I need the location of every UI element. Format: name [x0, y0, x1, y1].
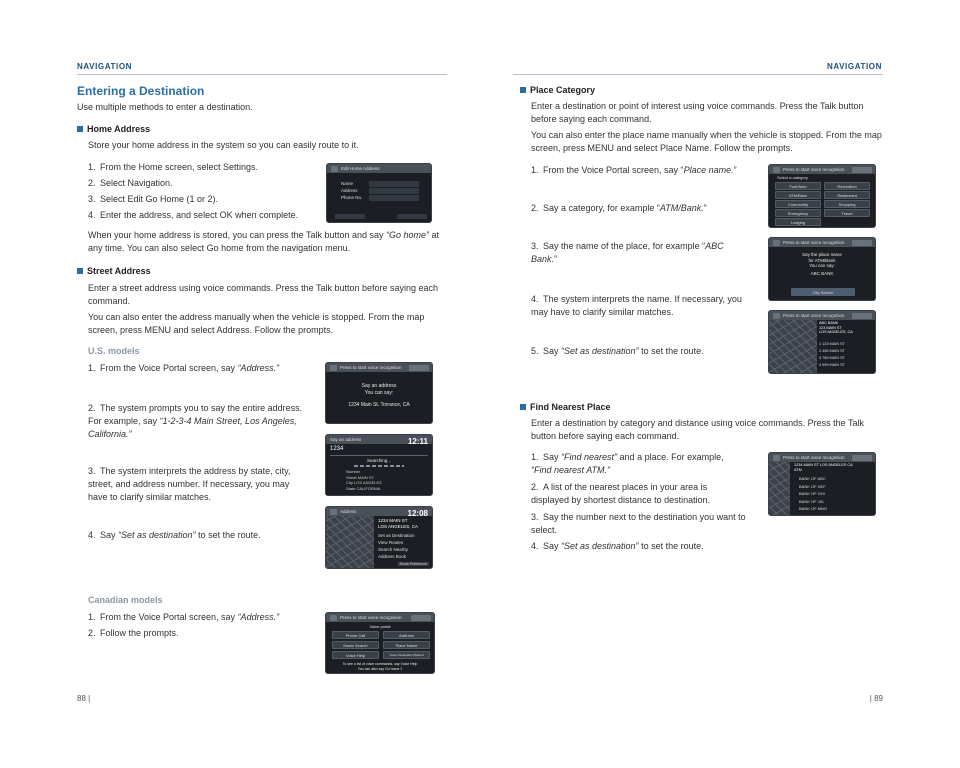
- tile-recreation: Recreation: [824, 182, 870, 190]
- list-item: BANK OF JKL: [799, 498, 825, 504]
- divider: [330, 455, 428, 456]
- back-icon: [331, 166, 338, 172]
- street-address-heading: [77, 266, 151, 276]
- nearest-step-4: 4. Say “Set as destination” to set the route.: [531, 541, 704, 551]
- home-address-note: [88, 229, 440, 255]
- tile-atm-bank: ATM/Bank: [775, 191, 821, 199]
- field-box: [369, 188, 419, 194]
- back-icon: [330, 365, 337, 371]
- list-item: BANK OF ABC: [799, 476, 826, 481]
- nearest-step-4-text: Say: [543, 541, 562, 551]
- place-category-text-1: Enter a destination or point of interest using voice commands. Press the Talk button before saying each command.: [531, 101, 864, 124]
- place-category-heading-label: Place Category: [530, 85, 596, 95]
- back-icon: [773, 240, 780, 246]
- us-step-3-text: The system interprets the address by state, city, street, and address number. If necessary, you may have to clarify similar matches.: [88, 466, 291, 502]
- page-number: | 89: [869, 694, 883, 703]
- matches-screen: [768, 310, 876, 374]
- screen-bar: [769, 311, 875, 320]
- nearest-header: [794, 463, 853, 472]
- list-item: 1 123 MAIN ST: [819, 342, 845, 346]
- note-text: When your home address is stored, you can press the Talk button and say: [88, 230, 386, 240]
- nearest-step-2: 2. A list of the nearest places in your area is displayed by shortest distance to destination.: [531, 482, 711, 505]
- screen-bar-title: Press to start voice recognition: [783, 167, 845, 172]
- screen-bar-button: [411, 615, 431, 621]
- screen-bar: [326, 363, 432, 372]
- search-status: Searching...: [366, 458, 391, 463]
- us-step-1-text: From the Voice Portal screen, say: [100, 363, 238, 373]
- prompt-example: 1234 Main St. Torrance, CA: [348, 402, 410, 408]
- result-options: [378, 532, 415, 560]
- us-step-2-text: The system prompts you to say the entire address. For example, say: [88, 403, 303, 426]
- field-label: City: [346, 480, 353, 485]
- prompt-line: Say an address: [361, 383, 397, 389]
- match-header: [819, 321, 853, 335]
- clock: 12:08: [407, 509, 428, 518]
- place-step-4: 4. The system interprets the name. If necessary, you may have to clarify similar matches.: [531, 294, 742, 317]
- city-search-button: City Search: [791, 288, 855, 296]
- place-step-1-quote: Place name.: [683, 165, 734, 175]
- nearest-step-1-text: Say: [543, 452, 562, 462]
- intro-text: Use multiple methods to enter a destination.: [77, 102, 253, 112]
- list-item: 2 456 MAIN ST: [819, 349, 845, 353]
- screen-bar-title: Press to start voice recognition: [783, 455, 845, 460]
- back-icon: [773, 455, 780, 461]
- place-step-5-quote: “Set as destination”: [561, 346, 639, 356]
- header-line: LOS ANGELES, CA: [819, 330, 853, 335]
- place-step-1: 1. From the Voice Portal screen, say “Place name.”: [531, 165, 737, 175]
- footer-line: You can also say Go home 2: [357, 666, 403, 671]
- field-value: CALIFORNIA: [356, 485, 381, 491]
- place-step-5: 5. Say “Set as destination” to set the route.: [531, 346, 704, 356]
- us-models-label: U.S. models: [88, 346, 140, 356]
- place-step-5-end: to set the route.: [638, 346, 704, 356]
- home-step-4-text: Enter the address, and select OK when complete.: [100, 210, 299, 220]
- place-prompt: [769, 252, 875, 276]
- tile-music-search: Music Search: [332, 641, 379, 649]
- screen-prompt: [326, 383, 432, 409]
- tile-restaurant: Restaurant: [824, 191, 870, 199]
- us-step-4-end: to set the route.: [195, 530, 261, 540]
- home-step-4: 4. Enter the address, and select OK when complete.: [88, 210, 299, 220]
- nearest-step-4-quote: “Set as destination”: [561, 541, 639, 551]
- ca-step-2: 2. Follow the prompts.: [88, 628, 179, 638]
- home-step-3: 3. Select Edit Go Home (1 or 2).: [88, 194, 219, 204]
- nearest-step-1-mid: and a place. For example,: [617, 452, 724, 462]
- place-step-2-quote: ATM/Bank.: [659, 203, 704, 213]
- address-line: LOS ANGELES, CA: [378, 523, 419, 529]
- option-search-nearby: Search Nearby: [378, 547, 409, 552]
- place-step-5-text: Say: [543, 346, 562, 356]
- screen-bar-title: Say an address: [330, 437, 362, 442]
- result-address: [378, 518, 418, 529]
- prompt-example: ABC BANK: [810, 270, 834, 276]
- home-step-3-text: Select Edit Go Home (1 or 2).: [100, 194, 219, 204]
- prompt-line: Say the place name: [802, 252, 842, 257]
- us-step-1: 1. From the Voice Portal screen, say “Address.”: [88, 363, 280, 373]
- note-quote: “Go home”: [386, 230, 430, 240]
- route-preference: Route Preference: [399, 562, 427, 566]
- us-step-4-quote: “Set as destination”: [118, 530, 196, 540]
- screen-bar-title: Press to start voice recognition: [783, 240, 845, 245]
- screen-bar: [326, 613, 434, 622]
- field-phone: Phone No.: [341, 195, 363, 200]
- street-address-heading-label: Street Address: [87, 266, 151, 276]
- prompt-line: You can say:: [364, 390, 394, 396]
- home-step-1-text: From the Home screen, select Settings.: [100, 162, 259, 172]
- find-nearest-heading-label: Find Nearest Place: [530, 402, 611, 412]
- us-step-4-text: Say: [100, 530, 119, 540]
- portal-footer: [326, 662, 434, 671]
- header-rule: [513, 74, 883, 75]
- header-line: ABC BANK: [819, 321, 839, 325]
- nearest-step-4-end: to set the route.: [638, 541, 704, 551]
- map-thumbnail: [326, 516, 374, 568]
- field-box: [369, 181, 419, 187]
- portal-title: Voice portal: [369, 624, 391, 629]
- screen-bar-title: Press to start voice recognition: [340, 615, 402, 620]
- place-step-2-end: ”: [703, 203, 707, 213]
- place-step-1-text: From the Voice Portal screen, say “: [543, 165, 684, 175]
- us-step-2-quote: “1-2-3-4 Main Street, Los Angeles, California.”: [88, 416, 297, 439]
- tile-phone-call: Phone Call: [332, 631, 379, 639]
- place-step-2: 2. Say a category, for example “ATM/Bank.”: [531, 203, 707, 213]
- ca-step-1: 1. From the Voice Portal screen, say “Address.”: [88, 612, 280, 622]
- canadian-models-label: Canadian models: [88, 595, 163, 605]
- back-icon: [330, 509, 337, 515]
- nearest-step-1: 1. Say “Find nearest” and a place. For example, “Find nearest ATM.”: [531, 452, 724, 475]
- option-set-destination: Set as Destination: [378, 533, 415, 538]
- entered-number: 1234: [330, 446, 344, 452]
- square-bullet-icon: [520, 404, 526, 410]
- place-category-heading: [520, 85, 595, 95]
- map-thumbnail: [769, 320, 817, 373]
- category-screen: [768, 164, 876, 228]
- home-step-2: 2. Select Navigation.: [88, 178, 173, 188]
- voice-portal-screen: [325, 612, 435, 674]
- tile-address: Address: [383, 631, 430, 639]
- find-nearest-heading: [520, 402, 611, 412]
- screen-bar-title: Address: [340, 509, 357, 514]
- footer-line: To see a list of voice commands, say Voice Help: [342, 662, 418, 666]
- screen-bar-button: [852, 313, 872, 319]
- say-address-screen: [325, 362, 433, 424]
- place-step-3-text: Say the name of the place, for example “: [543, 241, 706, 251]
- header-line: 1234 MAIN ST LOS ANGELES CA: [794, 463, 853, 467]
- list-item: BANK OF GHI: [799, 491, 825, 496]
- field-address: Address: [341, 188, 358, 193]
- category-title: Select a category: [777, 175, 808, 180]
- option-view-routes: View Routes: [378, 540, 404, 545]
- field-label: State: [346, 485, 356, 491]
- list-item: BANK OF MNO: [799, 506, 828, 511]
- tile-shopping: Shopping: [824, 200, 870, 208]
- prompt-line: for ATM/Bank: [808, 257, 836, 263]
- back-icon: [773, 167, 780, 173]
- map-thumbnail: [769, 462, 790, 515]
- field-state: [346, 486, 382, 492]
- nearest-screen: [768, 452, 876, 516]
- back-icon: [773, 313, 780, 319]
- searching-screen: [325, 434, 433, 496]
- note-text-end: at any time. You can also select Go home from the navigation menu.: [88, 230, 440, 253]
- us-step-3: 3. The system interprets the address by state, city, street, and address number. If necessary, you may have to clarify similar matches.: [88, 466, 291, 502]
- us-step-4: 4. Say “Set as destination” to set the route.: [88, 530, 261, 540]
- list-item: 3 789 MAIN ST: [819, 356, 845, 360]
- square-bullet-icon: [77, 126, 83, 132]
- place-name-screen: [768, 237, 876, 301]
- header-rule: [77, 74, 447, 75]
- address-result-screen: [325, 506, 433, 569]
- field-label: Number: [346, 469, 361, 474]
- screen-bar-title: Edit Home Address: [341, 166, 380, 171]
- home-step-1: 1. From the Home screen, select Settings.: [88, 162, 259, 172]
- tile-place-name: Place Name: [383, 641, 430, 649]
- tile-fuel-auto: Fuel/Auto: [775, 182, 821, 190]
- home-address-text: Store your home address in the system so you can easily route to it.: [88, 140, 359, 150]
- nearest-step-3-text: Say the number next to the destination you want to select.: [531, 512, 746, 535]
- nearest-step-2-text: A list of the nearest places in your area is displayed by shortest distance to destination.: [531, 482, 711, 505]
- header-line: ATM: [794, 467, 802, 472]
- nearest-step-1-quote: “Find nearest”: [561, 452, 618, 462]
- field-labels: [341, 180, 362, 201]
- screen-bar-title: Press to start voice recognition: [783, 313, 845, 318]
- home-address-heading-label: Home Address: [87, 124, 151, 134]
- right-page: [480, 0, 960, 768]
- nearest-step-3: 3. Say the number next to the destination you want to select.: [531, 512, 746, 535]
- place-step-3: 3. Say the name of the place, for example “ABC Bank.”: [531, 241, 724, 264]
- nearest-list: [799, 475, 827, 513]
- place-category-text-2: You can also enter the place name manually when the vehicle is stopped. From the map screen, press MENU and select Place Name. Follow the prompts.: [531, 130, 882, 153]
- field-box: [369, 195, 419, 201]
- home-step-2-text: Select Navigation.: [100, 178, 173, 188]
- us-step-2: 2. The system prompts you to say the entire address. For example, say “1-2-3-4 Main Street, Los Angeles, California.”: [88, 403, 303, 439]
- section-title: Entering a Destination: [77, 84, 205, 98]
- home-address-heading: [77, 124, 150, 134]
- place-step-1-end: ”: [733, 165, 737, 175]
- place-step-3-quote: ABC Bank.: [531, 241, 724, 264]
- address-line: 1234 MAIN ST: [378, 518, 408, 523]
- street-address-text-1: Enter a street address using voice commands. Press the Talk button before saying each command.: [88, 283, 439, 306]
- screen-button: [335, 214, 365, 219]
- ca-step-1-quote: “Address.”: [237, 612, 280, 622]
- us-step-1-quote: “Address.”: [237, 363, 280, 373]
- screen-bar-title: Press to start voice recognition: [340, 365, 402, 370]
- tile-voice-destination: Voice Destination Method: [383, 651, 430, 659]
- screen-bar-button: [852, 167, 872, 173]
- nearest-step-1-quote-2: “Find nearest ATM.”: [531, 465, 611, 475]
- ca-step-1-text: From the Voice Portal screen, say: [100, 612, 238, 622]
- clock: 12:11: [407, 437, 428, 446]
- square-bullet-icon: [520, 87, 526, 93]
- list-item: BANK OF DEF: [799, 483, 826, 489]
- tile-lodging: Lodging: [775, 218, 821, 226]
- screen-bar-button: [852, 455, 872, 461]
- screen-bar: [769, 238, 875, 247]
- prompt-line: You can say:: [809, 263, 835, 268]
- page-number: 88 |: [77, 694, 91, 703]
- screen-bar: [327, 164, 431, 173]
- back-icon: [330, 615, 337, 621]
- option-address-book: Address Book: [378, 554, 407, 559]
- screen-button: [397, 214, 427, 219]
- list-item: 4 999 MAIN ST: [819, 363, 845, 367]
- find-nearest-text: Enter a destination by category and distance using voice commands. Press the Talk button before saying each command.: [531, 418, 865, 441]
- screen-bar-button: [409, 365, 429, 371]
- screen-bar: [769, 165, 875, 174]
- place-step-2-text: Say a category, for example “: [543, 203, 660, 213]
- field-value: MAIN ST: [357, 474, 375, 480]
- screen-bar-button: [852, 240, 872, 246]
- edit-home-screen: [326, 163, 432, 223]
- place-step-4-text: The system interprets the name. If necessary, you may have to clarify similar matches.: [531, 294, 742, 317]
- field-label: Street: [346, 474, 357, 480]
- field-name: Name: [341, 181, 354, 186]
- tile-community: Community: [775, 200, 821, 208]
- field-value: LOS ANGELES: [354, 480, 382, 485]
- address-fields: [346, 469, 382, 491]
- progress-dashes: [354, 465, 404, 467]
- running-head: NAVIGATION: [77, 62, 133, 71]
- street-address-text-2: You can also enter the address manually when the vehicle is stopped. From the map screen, press MENU and select Address. Follow the prompts.: [88, 312, 425, 335]
- match-list: [819, 341, 845, 369]
- tile-voice-help: Voice Help: [332, 651, 379, 659]
- ca-step-2-text: Follow the prompts.: [100, 628, 179, 638]
- screen-bar: [769, 453, 875, 462]
- place-step-3-end: ”: [554, 254, 558, 264]
- tile-travel: Travel: [824, 209, 870, 217]
- running-head: NAVIGATION: [826, 62, 882, 71]
- header-line: 123 MAIN ST: [819, 325, 842, 330]
- tile-emergency: Emergency: [775, 209, 821, 217]
- square-bullet-icon: [77, 268, 83, 274]
